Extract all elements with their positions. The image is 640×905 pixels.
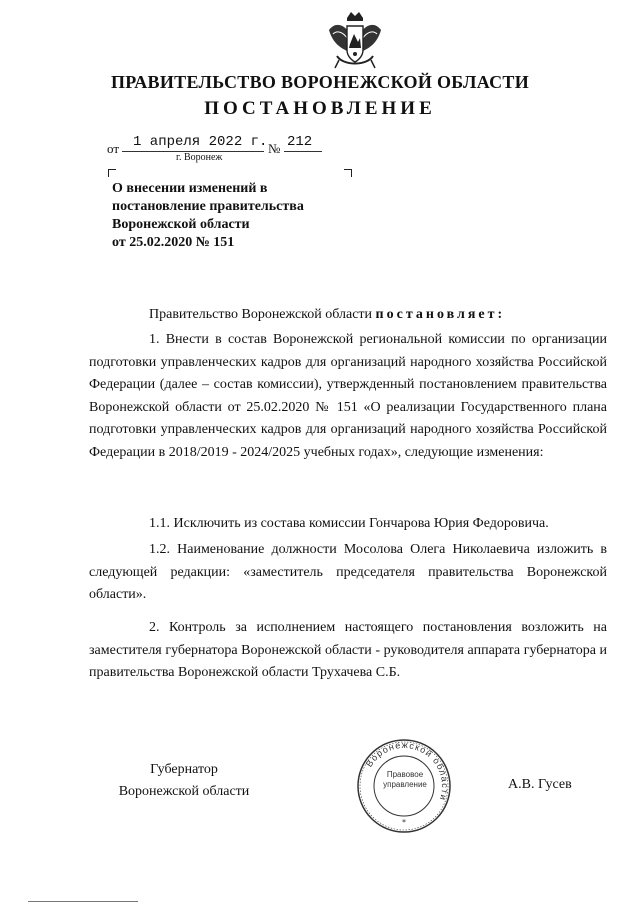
subject-corner-right (344, 169, 352, 177)
coat-of-arms-icon (325, 8, 385, 72)
body-intro (89, 304, 607, 327)
signatory-title-line: Воронежской области (118, 784, 250, 799)
body-paragraph-1-2: 1.2. Наименование должности Мосолова Олега Николаевича изложить в следующей редакции: «заместитель председателя правительства Воронежской области». (89, 542, 607, 602)
stamp-ring-text: Воронежской области (363, 739, 451, 803)
footer-rule (28, 901, 138, 902)
svg-text:*: * (402, 818, 406, 827)
signatory-title-line: Губернатор (150, 762, 218, 777)
number-underline (284, 151, 322, 152)
signatory-name: А.В. Гусев (508, 777, 572, 792)
subject-line: постановление правительства (112, 199, 304, 214)
intro-text: Правительство Воронежской области (149, 307, 376, 322)
document-number: 212 (287, 134, 313, 150)
number-prefix: № (268, 141, 281, 156)
organization-title: ПРАВИТЕЛЬСТВО ВОРОНЕЖСКОЙ ОБЛАСТИ (110, 72, 530, 92)
document-city: г. Воронеж (176, 152, 223, 163)
document-subject (112, 180, 352, 252)
subject-corner-left (108, 169, 116, 177)
signatory-title (89, 759, 279, 803)
stamp-center-line: Правовое (386, 770, 424, 779)
date-prefix: от (107, 141, 120, 156)
stamp-center-line: управление (383, 780, 427, 789)
body-paragraph-1: 1. Внести в состав Воронежской региональной комиссии по организации подготовки управленческих кадров для организаций народного хозяйства Российской Федерации (далее – состав комиссии), утвержденный постановлением правительства Воронежской области от 25.02.2020 № 151 «О реализации Государственного плана подготовки управленческих кадров для организаций народного хозяйства Российской Федерации в 2018/2019 - 2024/2025 учебных годах», следующие изменения: (89, 332, 607, 460)
document-type-title: ПОСТАНОВЛЕНИЕ (204, 98, 436, 119)
stamp-center-label (383, 770, 427, 790)
body-paragraph-2: 2. Контроль за исполнением настоящего постановления возложить на заместителя губернатора Воронежской области - руководителя аппарата губернатора и правительства Воронежской области Трухачева С.Б. (89, 620, 607, 680)
body-paragraph-1-1: 1.1. Исключить из состава комиссии Гончарова Юрия Федоровича. (149, 516, 549, 531)
intro-resolves: постановляет: (375, 307, 506, 322)
subject-line: Воронежской области (112, 217, 250, 232)
subject-line: от 25.02.2020 № 151 (112, 235, 235, 250)
document-date: 1 апреля 2022 г. (133, 134, 268, 150)
subject-line: О внесении изменений в (112, 181, 268, 196)
